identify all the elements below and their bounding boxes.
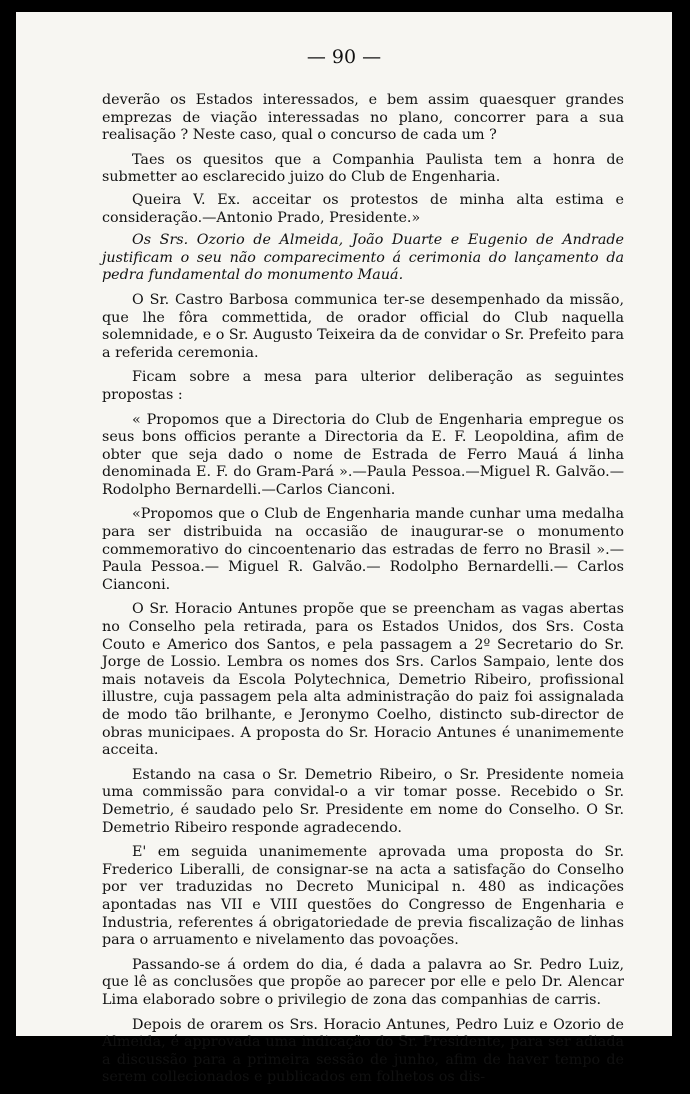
paragraph: Os Srs. Ozorio de Almeida, João Duarte e Eugenio de Andrade justificam o seu não comparecimento á cerimonia do lançamento da pedra fundamental do monumento Mauá. (102, 232, 624, 284)
paragraph: Queira V. Ex. acceitar os protestos de minha alta estima e consideração.—Antonio Prado, Presidente.» (102, 191, 624, 226)
document-body (102, 92, 624, 1094)
paragraph: Estando na casa o Sr. Demetrio Ribeiro, o Sr. Presidente nomeia uma commissão para convidal-o a vir tomar posse. Recebido o Sr. Demetrio, é saudado pelo Sr. Presidente em nome do Conselho. O Sr. Demetrio Ribeiro responde agradecendo. (102, 766, 624, 836)
paragraph: Taes os quesitos que a Companhia Paulista tem a honra de submetter ao esclarecido juizo do Club de Engenharia. (102, 151, 624, 186)
paragraph: O Sr. Castro Barbosa communica ter-se desempenhado da missão, que lhe fôra commettida, de orador official do Club naquella solemnidade, e o Sr. Augusto Teixeira da de convidar o Sr. Prefeito para a referida ceremonia. (102, 291, 624, 361)
paragraph: O Sr. Horacio Antunes propõe que se preencham as vagas abertas no Conselho pela retirada, para os Estados Unidos, dos Srs. Costa Couto e Americo dos Santos, e pela passagem a 2º Secretario do Sr. Jorge de Lossio. Lembra os nomes dos Srs. Carlos Sampaio, lente dos mais notaveis da Escola Polytechnica, Demetrio Ribeiro, profissional illustre, cuja passagem pela alta administração do paiz foi assignalada de modo tão brilhante, e Jeronymo Coelho, distincto sub-director de obras municipaes. A proposta do Sr. Horacio Antunes é unanimemente acceita. (102, 601, 624, 759)
paragraph: « Propomos que a Directoria do Club de Engenharia empregue os seus bons officios perante a Directoria da E. F. Leopoldina, afim de obter que seja dado o nome de Estrada de Ferro Mauá á linha denominada E. F. do Gram-Pará ».—Paula Pessoa.—Miguel R. Galvão.—Rodolpho Bernardelli.—Carlos Cianconi. (102, 411, 624, 498)
paragraph: deverão os Estados interessados, e bem assim quaesquer grandes emprezas de viação interessadas no plano, concorrer para a sua realisação ? Neste caso, qual o concurso de cada um ? (102, 92, 624, 144)
paragraph: Passando-se á ordem do dia, é dada a palavra ao Sr. Pedro Luiz, que lê as conclusões que propõe ao parecer por elle e pelo Dr. Alencar Lima elaborado sobre o privilegio de zona das companhias de carris. (102, 956, 624, 1008)
paragraph: Ficam sobre a mesa para ulterior deliberação as seguintes propostas : (102, 369, 624, 403)
page-number: — 90 — (306, 46, 382, 68)
paragraph: Depois de orarem os Srs. Horacio Antunes, Pedro Luiz e Ozorio de Almeida, é approvada uma indicação do Sr. Presidente, para ser adiada a discussão para a primeira sessão de junho, afim de haver tempo de serem collecionados e publicados em folhetos os dis- (102, 1016, 624, 1086)
paragraph: «Propomos que o Club de Engenharia mande cunhar uma medalha para ser distribuida na occasião de inaugurar-se o monumento commemorativo do cincoentenario das estradas de ferro no Brasil ».—Paula Pessoa.— Miguel R. Galvão.— Rodolpho Bernardelli.— Carlos Cianconi. (102, 506, 624, 593)
document-page (16, 12, 672, 1086)
paragraph: E' em seguida unanimemente aprovada uma proposta do Sr. Frederico Liberalli, de consignar-se na acta a satisfação do Conselho por ver traduzidas no Decreto Municipal n. 480 as indicações apontadas nas VII e VIII questões do Congresso de Engenharia e Industria, referentes á obrigatoriedade de previa fiscalização de linhas para o arruamento e nivelamento das povoações. (102, 844, 624, 949)
